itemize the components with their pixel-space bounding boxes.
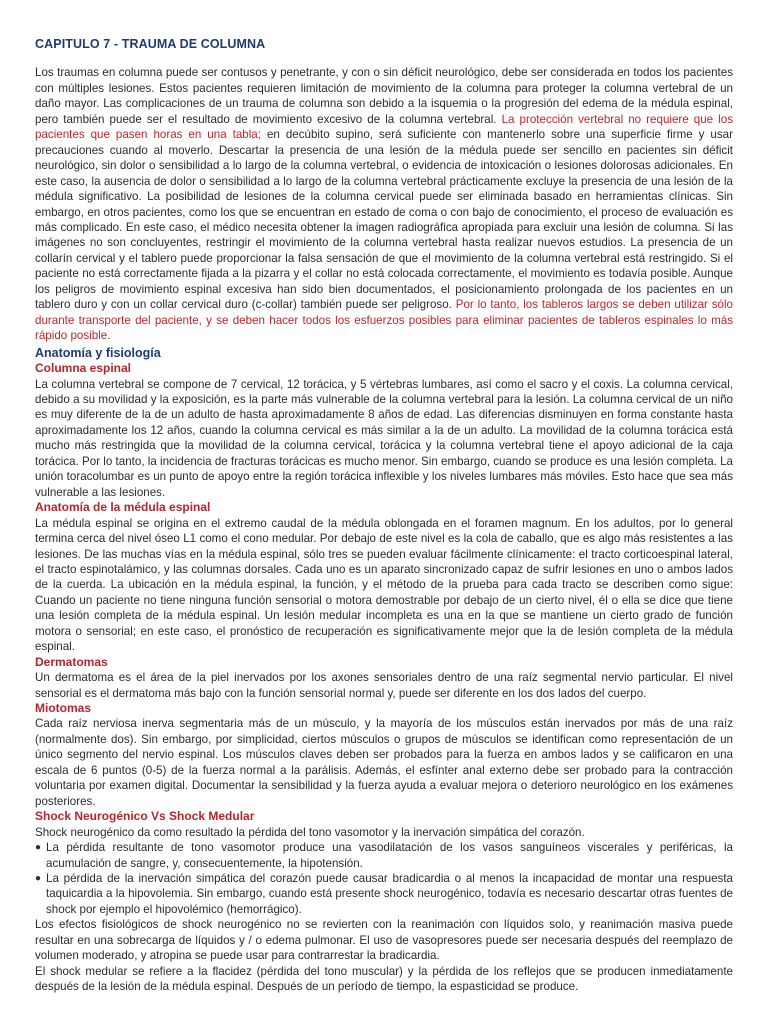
shock-paragraph-3: El shock medular se refiere a la flacidez (pérdida del tono muscular) y la pérdida de los reflejos que se producen inmediatamente después de la lesión de la médula espinal. Después de un período de tiempo, la espasticidad se produce. <box>35 964 733 994</box>
dermatomas-paragraph: Un dermatoma es el área de la piel inervados por los axones sensoriales dentro de una raíz segmental nervio particular. El nivel sensorial es el dermatoma más bajo con la función sensorial normal y, puede ser diferente en los dos lados del cuerpo. <box>35 671 733 700</box>
bullet-icon: ● <box>35 842 42 854</box>
miotomas-paragraph: Cada raíz nerviosa inerva segmentaria más de un músculo, y la mayoría de los músculos están inervados por más de una raíz (normalmente dos). Sin embargo, por simplicidad, ciertos músculos o grupos de músculos se identifican como representación de un único segmento del nervio espinal. Los músculos claves deben ser probados para la fuerza en ambos lados y se calificaron en una escala de 6 puntos (0-5) de la fuerza normal a la parálisis. Además, el esfínter anal externo debe ser probado para la contracción voluntaria por examen digital. Documentar la sensibilidad y la fuerza ayuda a evaluar mejora o deterioro neurológico en los exámenes posteriores. <box>35 717 733 808</box>
list-item <box>35 871 733 917</box>
bullet-text: La pérdida resultante de tono vasomotor produce una vasodilatación de los vasos sanguíneos viscerales y periféricas, la acumulación de sangre, y, consecuentemente, la hipotensión. <box>46 841 733 870</box>
heading-miotomas: Miotomas <box>35 701 92 716</box>
intro-text-2: en decúbito supino, será suficiente con mantenerlo sobre una superficie firme y usar precauciones cuando al moverlo. Descartar la presencia de una lesión de la médula puede ser sencillo en pacientes sin déficit neurológico, sin dolor o sensibilidad a lo largo de la columna vertebral, o evidencia de intoxicación o lesiones dolorosas adicionales. En este caso, la ausencia de dolor o sensibilidad a lo largo de la columna vertebral prácticamente excluye la presencia de una lesión de la médula significativo. La posibilidad de lesiones de la columna cervical puede ser eliminada basado en herramientas clínicas. Sin embargo, en otros pacientes, como los que se encuentran en estado de coma o con bajo de conocimiento, el proceso de evaluación es más complicado. En este caso, el médico necesita obtener la imagen radiográfica apropiada para excluir una lesión de columna. Si las imágenes no son concluyentes, restringir el movimiento de la columna vertebral hasta realizar nuevos estudios. La presencia de un collarín cervical y el tablero puede proporcionar la falsa sensación de que el movimiento de la columna vertebral está restringido. Si el paciente no está correctamente fijada a la pizarra y el collar no está colocada correctamente, el movimiento es todavía posible. Aunque los peligros de movimiento espinal excesiva han sido bien documentados, el posicionamiento prolongada de los pacientes en un tablero duro y con un collar cervical duro (c-collar) también puede ser peligroso. <box>35 128 733 312</box>
chapter-title: CAPITULO 7 - TRAUMA DE COLUMNA <box>35 37 266 51</box>
columna-paragraph: La columna vertebral se compone de 7 cervical, 12 torácica, y 5 vértebras lumbares, así como el sacro y el coxis. La columna cervical, debido a su movilidad y la exposición, es la parte más vulnerable de la columna vertebral para la lesión. La columna cervical de un niño es muy diferente de la de un adulto de hasta aproximadamente 8 años de edad. Las diferencias disminuyen en forma constante hasta aproximadamente los 12 años, cuando la columna cervical es más similar a la de un adulto. La movilidad de la columna torácica está mucho más restringida que la movilidad de la columna cervical, torácica y la columna vertebral tiene el apoyo adicional de la caja torácica. Por lo tanto, la incidencia de fracturas torácicas es mucho menor. Sin embargo, cuando se produce es una lesión completa. La unión toracolumbar es un punto de apoyo entre la región torácica inflexible y los niveles lumbares más móviles. Esto hace que sea más vulnerable a las lesiones. <box>35 377 733 499</box>
shock-paragraph-2: Los efectos fisiológicos de shock neurogénico no se revierten con la reanimación con líquidos solo, y reanimación masiva puede resultar en una sobrecarga de líquidos y / o edema pulmonar. El uso de vasopresores puede ser necesaria después del reemplazo de volumen moderado, y atropina se puede usar para contrarrestar la bradicardia. <box>35 918 733 963</box>
bullet-icon: ● <box>35 873 42 885</box>
shock-bullet-list <box>35 840 733 917</box>
bullet-text: La pérdida de la inervación simpática del corazón puede causar bradicardia o al menos la incapacidad de montar una respuesta taquicardia a la hipovolemia. Sin embargo, cuando está presente shock neurogénico, todavía es necesario descartar otras fuentes de shock por ejemplo el hipovolémico (hemorrágico). <box>46 872 733 916</box>
heading-dermatomas: Dermatomas <box>35 654 108 669</box>
intro-highlight-1: La protección vertebral no requiere que los pacientes que pasen horas en una tabla; <box>35 112 733 142</box>
intro-highlight-2: Por lo tanto, los tableros largos se deben utilizar sólo durante transporte del paciente, y se deben hacer todos los esfuerzos posibles para eliminar pacientes de tableros espinales lo más rápido posible. <box>35 298 733 343</box>
heading-anatomia: Anatomía y fisiología <box>35 345 161 360</box>
intro-paragraph <box>35 65 733 343</box>
intro-text-1: Los traumas en columna puede ser contusos y penetrante, y con o sin déficit neurológico, debe ser considerada en todos los pacientes con múltiples lesiones. Estos pacientes requieren limitación de movimiento de la columna para proteger la columna vertebral de un daño mayor. Las complicaciones de un trauma de columna son debido a la isquemia o la progresión del edema de la médula espinal, pero también puede ser el resultado de movimiento excesivo de la columna vertebral. <box>35 66 733 126</box>
medula-paragraph: La médula espinal se origina en el extremo caudal de la médula oblongada en el foramen magnum. En los adultos, por lo general termina cerca del nivel óseo L1 como el cono medular. Por debajo de este nivel es la cola de caballo, que es algo más resistentes a las lesiones. De las muchas vías en la médula espinal, sólo tres se pueden evaluar fácilmente clínicamente: el tracto corticoespinal lateral, el tracto espinotalámico, y las columnas dorsales. Cada uno es un aparato sincronizado capaz de sufrir lesiones en uno o ambos lados de la cuerda. La ubicación en la médula espinal, la función, y el método de la prueba para cada tracto se describen como sigue: Cuando un paciente no tiene ninguna función sensorial o motora demostrable por debajo de un cierto nivel, él o ella se dice que tiene una lesión completa de la médula espinal. Un lesión medular incompleta es una en la que se mantiene un cierto grado de función motora o sensorial; en este caso, el pronóstico de recuperación es significativamente mejor que la de lesión completa de la médula espinal. <box>35 516 733 654</box>
heading-medula: Anatomía de la médula espinal <box>35 500 211 515</box>
heading-shock: Shock Neurogénico Vs Shock Medular <box>35 809 255 824</box>
list-item <box>35 840 733 871</box>
heading-columna-espinal: Columna espinal <box>35 361 132 376</box>
shock-intro-paragraph: Shock neurogénico da como resultado la pérdida del tono vasomotor y la inervación simpática del corazón. <box>35 825 585 839</box>
